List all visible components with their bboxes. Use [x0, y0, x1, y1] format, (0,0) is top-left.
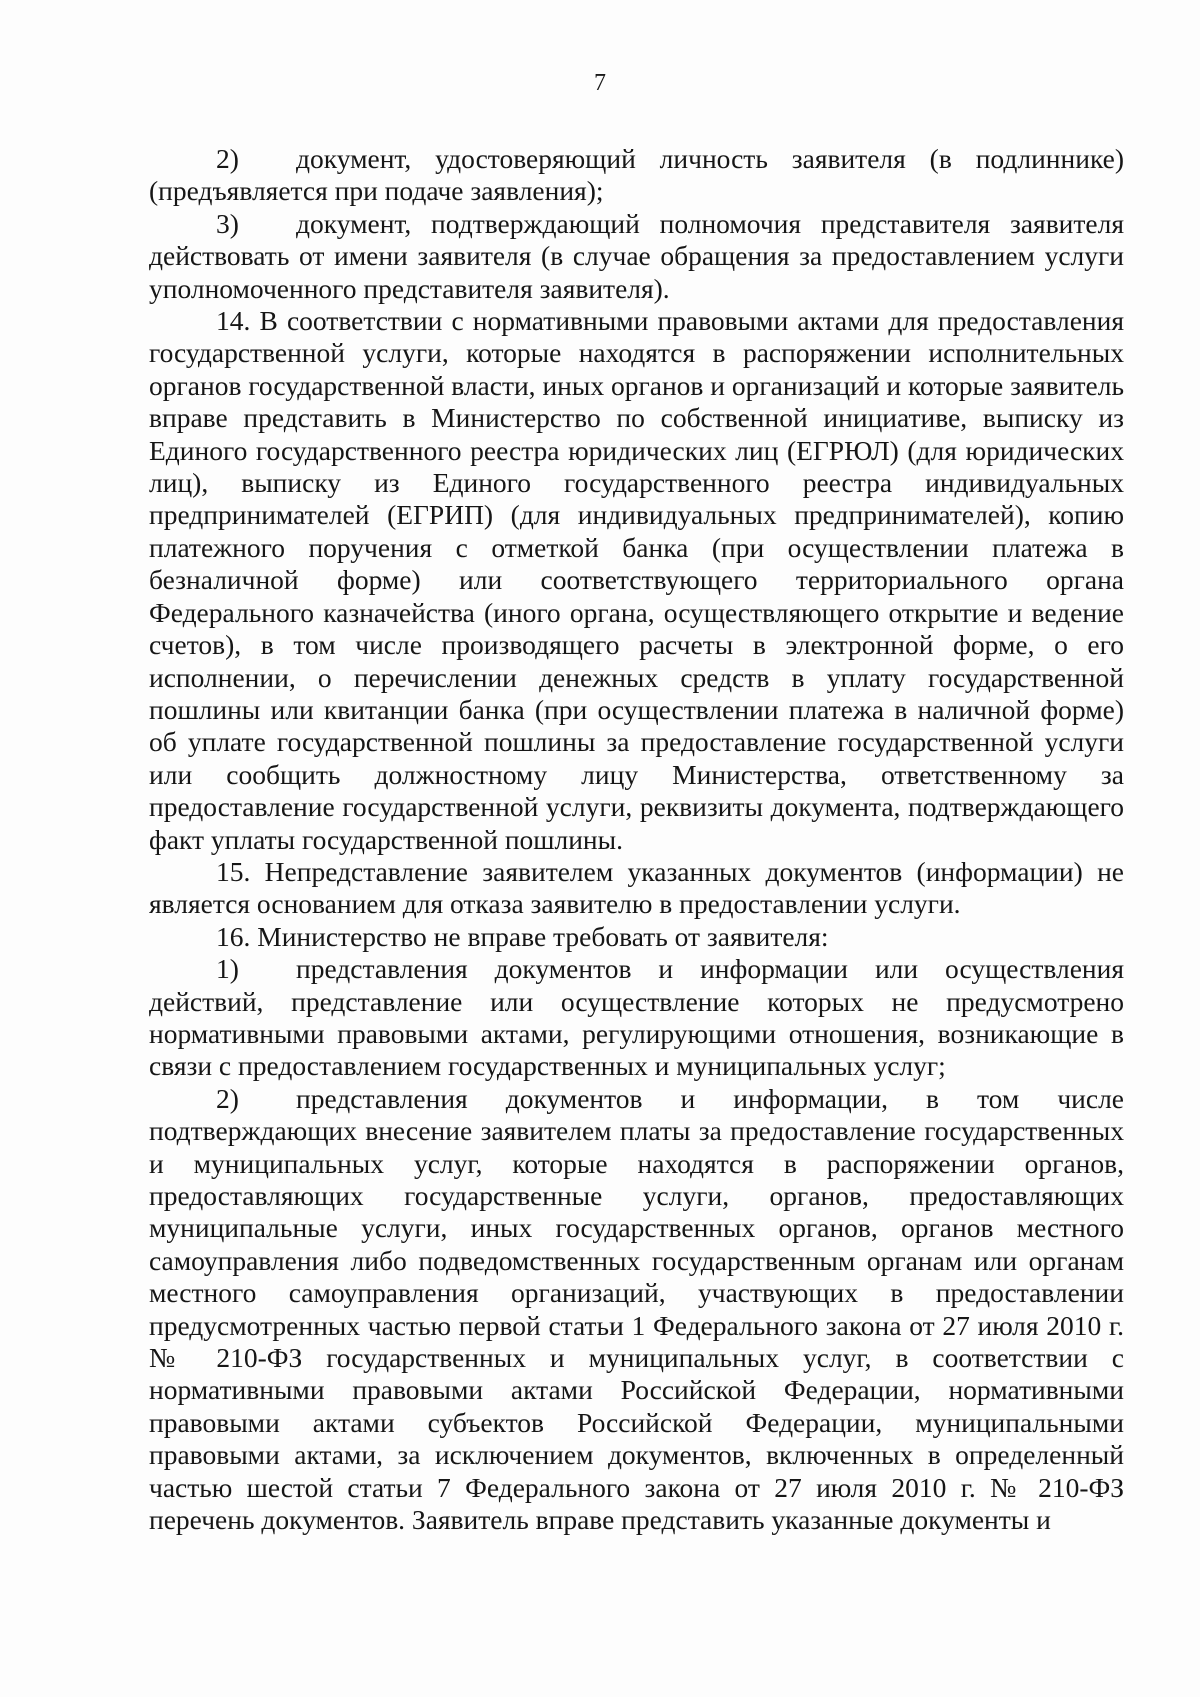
paragraph-14	[149, 305, 1124, 856]
item-number: 1)	[216, 953, 239, 985]
paragraph-text: документ, удостоверяющий личность заявителя (в подлиннике) (предъявляется при подаче заявления);	[149, 143, 1124, 207]
paragraph-item-2	[149, 143, 1124, 208]
paragraph-15	[149, 856, 1124, 921]
item-number: 3)	[216, 207, 239, 239]
paragraph-item-3	[149, 208, 1124, 305]
paragraph-text: представления документов и информации, в том числе подтверждающих внесение заявителем платы за предоставление государственных и муниципальных услуг, которые находятся в распоряжении органов, предоставляющих государственные услуги, органов, предоставляющих муниципальные услуги, иных государственных органов, органов местного самоуправления либо подведомственных государственным органам или органам местного самоуправления организаций, участвующих в предоставлении предусмотренных частью первой статьи 1 Федерального закона от 27 июля 2010 г. № 210-ФЗ государственных и муниципальных услуг, в соответствии с нормативными правовыми актами Российской Федерации, нормативными правовыми актами субъектов Российской Федерации, муниципальными правовыми актами, за исключением документов, включенных в определенный частью шестой статьи 7 Федерального закона от 27 июля 2010 г. № 210-ФЗ перечень документов. Заявитель вправе представить указанные документы и	[149, 1082, 1124, 1536]
paragraph-text: документ, подтверждающий полномочия представителя заявителя действовать от имени заявителя (в случае обращения за предоставлением услуги уполномоченного представителя заявителя).	[149, 207, 1124, 304]
page-number: 7	[594, 70, 606, 96]
paragraph-16	[149, 921, 1124, 953]
item-number: 2)	[216, 1082, 239, 1114]
paragraph-16-item-2	[149, 1083, 1124, 1537]
paragraph-text: 16. Министерство не вправе требовать от заявителя:	[216, 920, 829, 952]
document-body	[149, 143, 1124, 1536]
paragraph-text: 14. В соответствии с нормативными правовыми актами для предоставления государственной услуги, которые находятся в распоряжении исполнительных органов государственной власти, иных органов и организаций и которые заявитель вправе представить в Министерство по собственной инициативе, выписку из Единого государственного реестра юридических лиц (ЕГРЮЛ) (для юридических лиц), выписку из Единого государственного реестра индивидуальных предпринимателей (ЕГРИП) (для индивидуальных предпринимателей), копию платежного поручения с отметкой банка (при осуществлении платежа в безналичной форме) или соответствующего территориального органа Федерального казначейства (иного органа, осуществляющего открытие и ведение счетов), в том числе производящего расчеты в электронной форме, о его исполнении, о перечислении денежных средств в уплату государственной пошлины или квитанции банка (при осуществлении платежа в наличной форме) об уплате государственной пошлины за предоставление государственной услуги или сообщить должностному лицу Министерства, ответственному за предоставление государственной услуги, реквизиты документа, подтверждающего факт уплаты государственной пошлины.	[149, 305, 1124, 855]
item-number: 2)	[216, 143, 239, 174]
paragraph-text: 15. Непредставление заявителем указанных документов (информации) не является основанием для отказа заявителю в предоставлении услуги.	[149, 855, 1124, 920]
paragraph-text: представления документов и информации или осуществления действий, представление или осуществление которых не предусмотрено нормативными правовыми актами, регулирующими отношения, возникающие в связи с предоставлением государственных и муниципальных услуг;	[149, 953, 1124, 1082]
paragraph-16-item-1	[149, 953, 1124, 1083]
